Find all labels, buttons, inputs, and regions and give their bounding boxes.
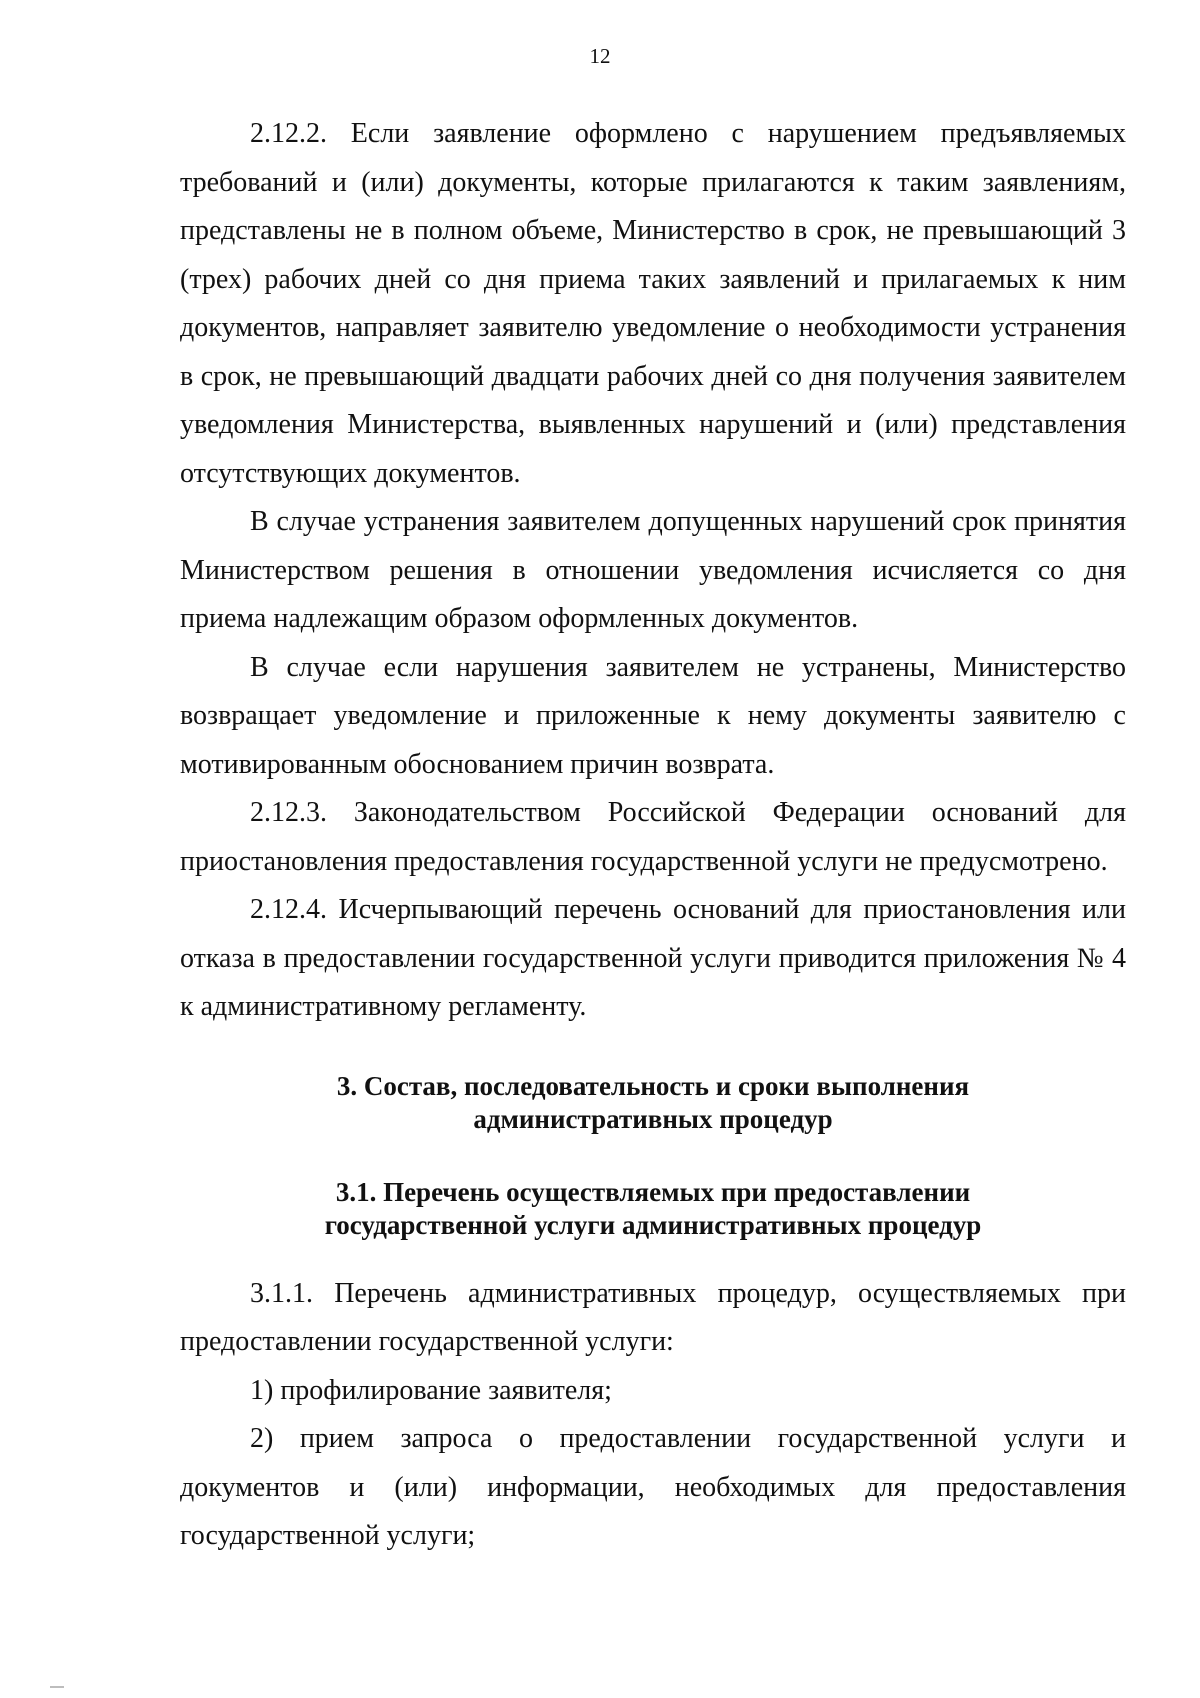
paragraph-3-1-1: 3.1.1. Перечень административных процедур, осуществляемых при предоставлении государственной услуги: bbox=[180, 1277, 1126, 1357]
subsection-heading-3-1 bbox=[180, 1176, 1126, 1242]
paragraph-2-12-3: 2.12.3. Законодательством Российской Федерации оснований для приостановления предоставления государственной услуги не предусмотрено. bbox=[180, 797, 1126, 877]
paragraph-violations-not-fixed: В случае если нарушения заявителем не устранены, Министерство возвращает уведомление и приложенные к нему документы заявителю с мотивированным обоснованием причин возврата. bbox=[180, 651, 1126, 780]
subsection-heading-line-2: государственной услуги административных процедур bbox=[324, 1209, 982, 1240]
list-item-1: 1) профилирование заявителя; bbox=[250, 1374, 612, 1406]
document-body bbox=[180, 110, 1126, 1561]
list-item-2: 2) прием запроса о предоставлении государственной услуги и документов и (или) информации, необходимых для предоставления государственной услуги; bbox=[180, 1423, 1126, 1551]
section-heading-3 bbox=[180, 1070, 1126, 1136]
subsection-heading-line-1: 3.1. Перечень осуществляемых при предоставлении bbox=[335, 1176, 971, 1207]
paragraph-2-12-4: 2.12.4. Исчерпывающий перечень оснований для приостановления или отказа в предоставлении государственной услуги приводится приложения № 4 к административному регламенту. bbox=[180, 894, 1126, 1022]
page-number: 12 bbox=[589, 44, 611, 68]
paragraph-violations-fixed: В случае устранения заявителем допущенных нарушений срок принятия Министерством решения в отношении уведомления исчисляется со дня приема надлежащим образом оформленных документов. bbox=[180, 506, 1126, 634]
section-heading-line-1: 3. Состав, последовательность и сроки выполнения bbox=[336, 1070, 970, 1101]
scan-artifact bbox=[50, 1686, 64, 1688]
section-heading-line-2: административных процедур bbox=[473, 1103, 833, 1134]
paragraph-2-12-2: 2.12.2. Если заявление оформлено с нарушением предъявляемых требований и (или) документы, которые прилагаются к таким заявлениям, представлены не в полном объеме, Министерство в срок, не превышающий 3 (трех) рабочих дней со дня приема таких заявлений и прилагаемых к ним документов, направляет заявителю уведомление о необходимости устранения в срок, не превышающий двадцати рабочих дней со дня получения заявителем уведомления Министерства, выявленных нарушений и (или) представления отсутствующих документов. bbox=[180, 118, 1126, 489]
